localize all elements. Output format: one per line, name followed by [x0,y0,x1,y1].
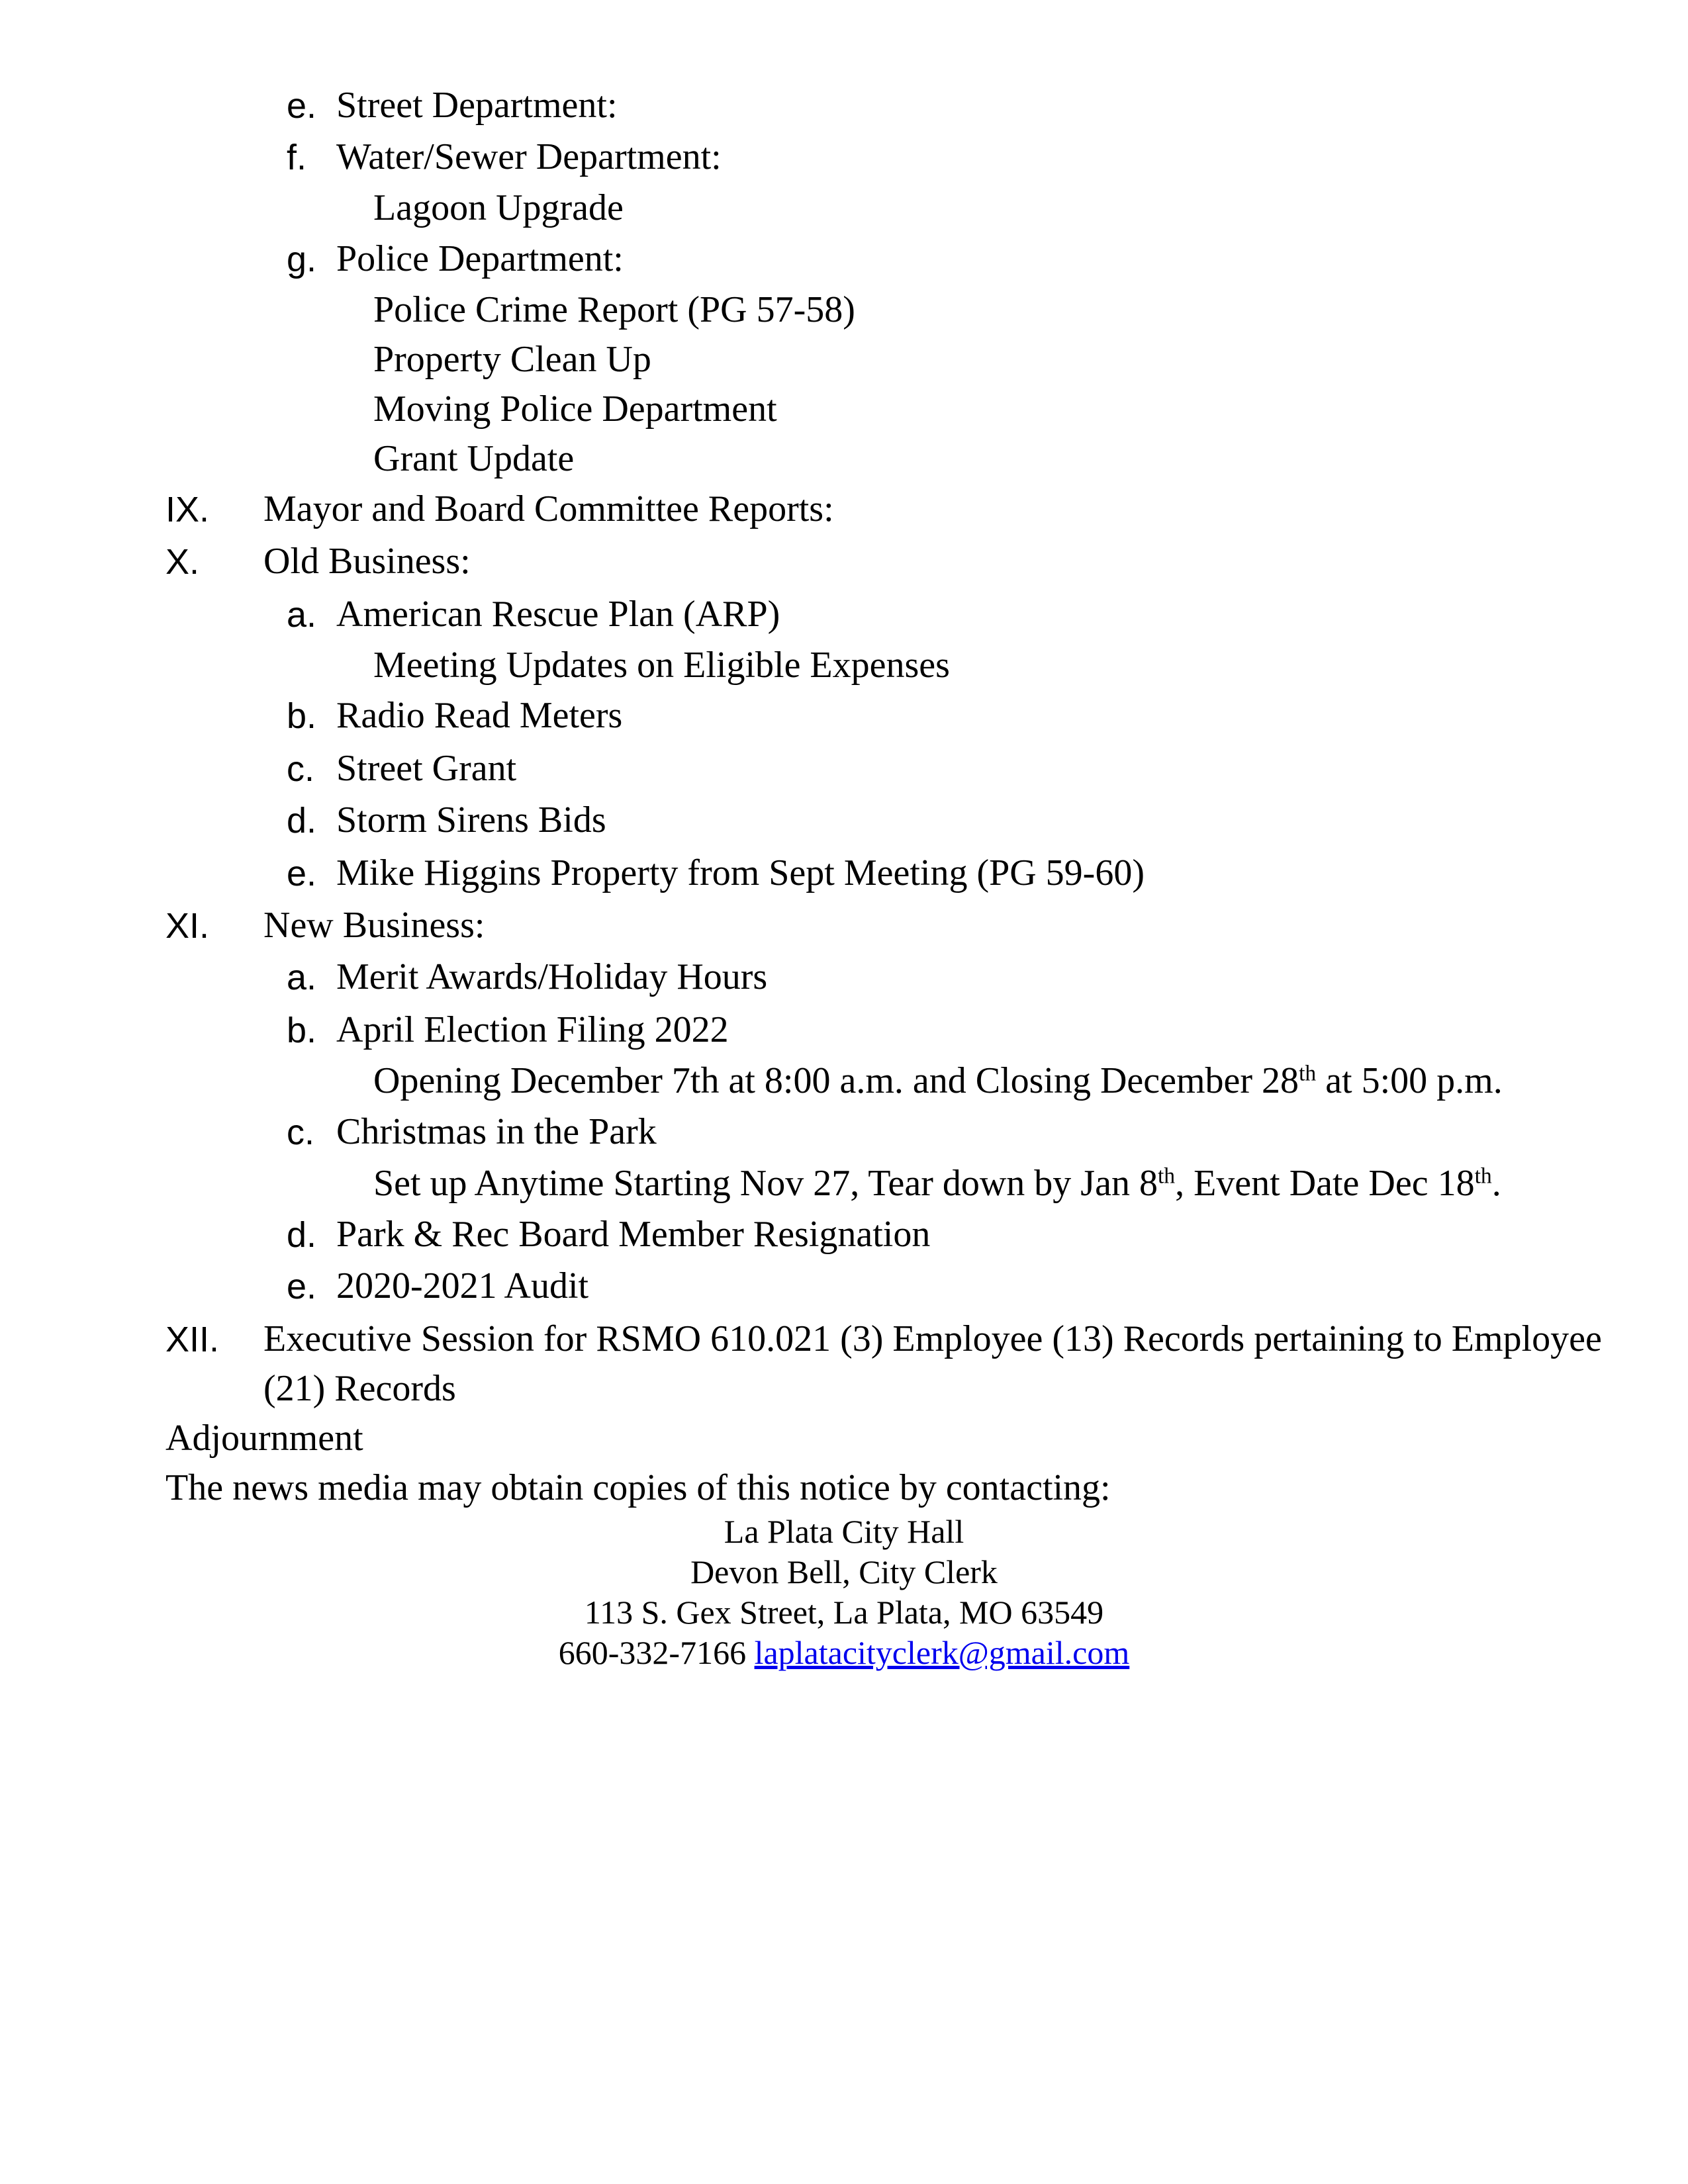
item-park-rec-resignation: Park & Rec Board Member Resignation [336,1214,931,1255]
section-title-executive-session-cont: (21) Records [263,1368,456,1409]
subitem-meeting-updates: Meeting Updates on Eligible Expenses [373,645,950,686]
item-label: g. [287,240,317,279]
section-title-old-business: Old Business: [263,541,471,582]
item-label: e. [287,854,317,893]
section-title-committee-reports: Mayor and Board Committee Reports: [263,488,834,529]
item-label: d. [287,1215,317,1255]
item-christmas-in-the-park: Christmas in the Park [336,1111,657,1152]
item-label: e. [287,86,317,126]
item-audit: 2020-2021 Audit [336,1265,589,1306]
contact-clerk: Devon Bell, City Clerk [690,1553,998,1590]
item-police-department: Police Department: [336,238,624,279]
subitem-moving-police-department: Moving Police Department [373,388,777,430]
item-label: c. [287,749,315,789]
subitem-property-clean-up: Property Clean Up [373,339,651,380]
item-radio-read-meters: Radio Read Meters [336,695,623,736]
item-label: a. [287,958,317,997]
contact-address: 113 S. Gex Street, La Plata, MO 63549 [584,1594,1104,1631]
item-label: b. [287,1011,317,1050]
item-label: d. [287,801,317,841]
subitem-filing-dates: Opening December 7th at 8:00 a.m. and Closing December 28th at 5:00 p.m. [373,1060,1503,1101]
item-label: e. [287,1267,317,1306]
section-numeral: IX. [165,490,210,529]
subitem-grant-update: Grant Update [373,438,575,479]
item-street-grant: Street Grant [336,748,517,789]
section-title-executive-session: Executive Session for RSMO 610.021 (3) Employee (13) Records pertaining to Employee [263,1318,1602,1359]
subitem-park-event-dates: Set up Anytime Starting Nov 27, Tear down by Jan 8th, Event Date Dec 18th. [373,1163,1501,1204]
section-title-new-business: New Business: [263,905,485,946]
item-merit-awards: Merit Awards/Holiday Hours [336,956,768,997]
item-street-department: Street Department: [336,85,618,126]
contact-office: La Plata City Hall [724,1513,964,1550]
section-numeral: XI. [165,906,210,946]
subitem-lagoon-upgrade: Lagoon Upgrade [373,187,624,228]
subitem-police-crime-report: Police Crime Report (PG 57-58) [373,289,855,330]
item-label: f. [287,138,307,177]
item-water-sewer-department: Water/Sewer Department: [336,136,722,177]
contact-phone: 660-332-7166 [558,1634,747,1671]
item-april-election-filing: April Election Filing 2022 [336,1009,729,1050]
section-numeral: XII. [165,1320,220,1359]
adjournment: Adjournment [165,1418,363,1459]
item-label: b. [287,696,317,736]
item-american-rescue-plan: American Rescue Plan (ARP) [336,594,780,635]
item-label: a. [287,595,317,635]
section-numeral: X. [165,542,200,582]
item-label: c. [287,1113,315,1152]
contact-phone-email [0,1636,1688,1669]
media-notice: The news media may obtain copies of this notice by contacting: [165,1467,1111,1508]
contact-email-link[interactable]: laplatacityclerk@gmail.com [754,1634,1130,1671]
item-mike-higgins-property: Mike Higgins Property from Sept Meeting (PG 59-60) [336,852,1145,893]
item-storm-sirens-bids: Storm Sirens Bids [336,799,606,841]
